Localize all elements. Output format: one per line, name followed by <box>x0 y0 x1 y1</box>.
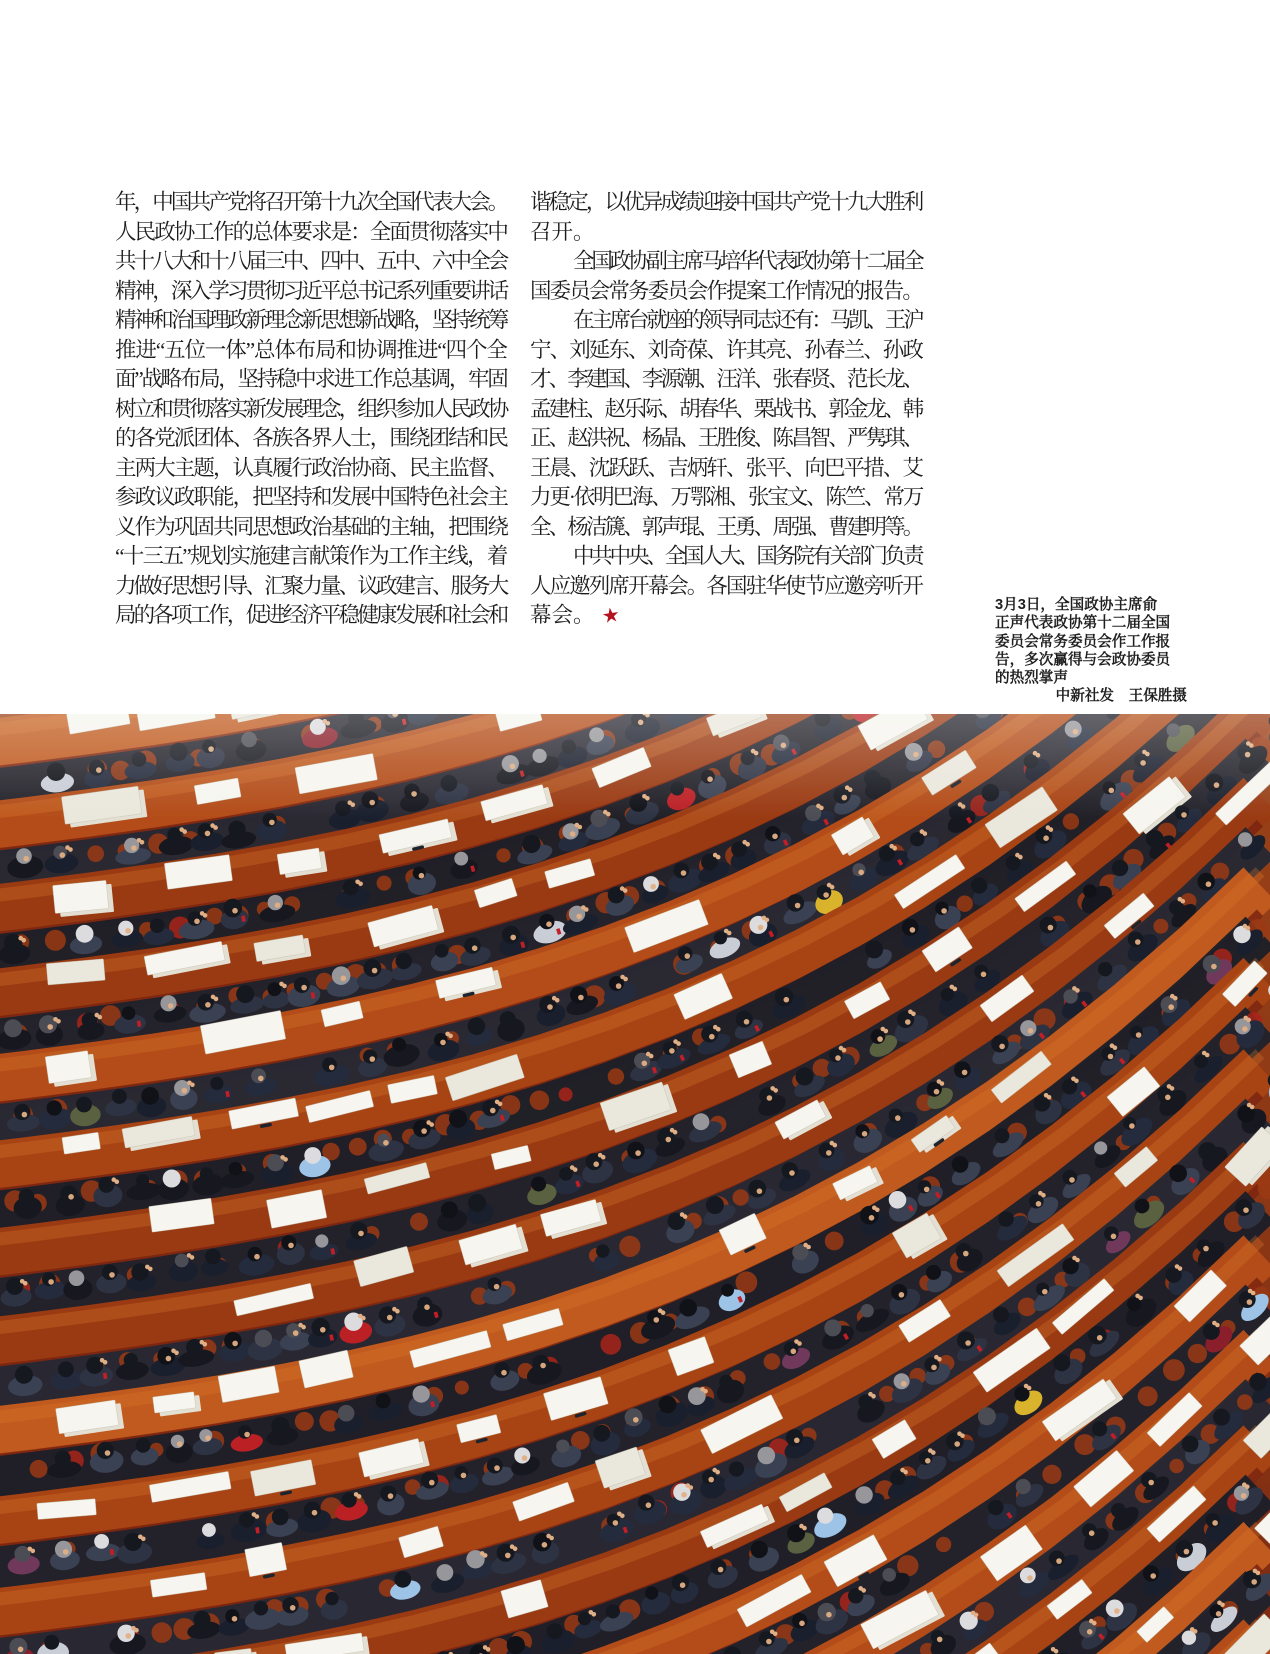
body-line: 面”战略布局，坚持稳中求进工作总基调，牢固 <box>115 367 507 391</box>
body-line: 树立和贯彻落实新发展理念，组织参加人民政协 <box>115 396 507 421</box>
body-line: “十三五”规划实施建言献策作为工作主线，着 <box>115 544 507 568</box>
body-line: 国委员会常务委员会作提案工作情况的报告。 <box>530 278 923 303</box>
body-line: 主两大主题，认真履行政治协商、民主监督、 <box>115 455 508 480</box>
body-line: 才、李建国、李源潮、汪洋、张春贤、范长龙、 <box>530 367 922 391</box>
body-line: 全、杨洁篪、郭声琨、王勇、周强、曹建明等。 <box>530 514 922 539</box>
caption-line: 的热烈掌声 <box>995 670 1068 687</box>
body-line: 年，中国共产党将召开第十九次全国代表大会。 <box>115 190 507 214</box>
body-line: 中共中央、全国人大、国务院有关部门负责 <box>573 544 922 568</box>
body-line: 人应邀列席开幕会。各国驻华使节应邀旁听开 <box>530 573 923 598</box>
body-line-text: 幕会。 <box>530 603 595 627</box>
article-column-left <box>115 188 507 631</box>
end-star-icon: ★ <box>599 603 621 629</box>
body-line: 全国政协副主席马培华代表政协第十二届全 <box>573 249 922 273</box>
article-column-right <box>530 188 922 631</box>
photo-caption <box>995 596 1187 706</box>
photo-credit: 中新社发 王保胜摄 <box>1055 688 1187 705</box>
body-line: 参政议政职能，把坚持和发展中国特色社会主 <box>115 485 508 509</box>
body-line: 的各党派团体、各族各界人士，围绕团结和民 <box>115 426 508 450</box>
body-line: 力更·依明巴海、万鄂湘、张宝文、陈竺、常万 <box>530 485 923 509</box>
body-line: 宁、刘延东、刘奇葆、许其亮、孙春兰、孙政 <box>530 337 923 362</box>
body-line: 人民政协工作的总体要求是：全面贯彻落实中 <box>115 219 508 244</box>
body-line: 孟建柱、赵乐际、胡春华、栗战书、郭金龙、韩 <box>530 396 922 421</box>
caption-line: 3月3日，全国政协主席俞 <box>995 597 1158 613</box>
body-line-last <box>530 601 922 631</box>
body-line: 推进“五位一体”总体布局和协调推进“四个全 <box>115 337 507 362</box>
body-line: 精神，深入学习贯彻习近平总书记系列重要讲话 <box>115 278 507 303</box>
body-line: 共十八大和十八届三中、四中、五中、六中全会 <box>115 249 507 273</box>
caption-line: 委员会常务委员会作工作报 <box>995 633 1171 650</box>
body-line: 谐稳定，以优异成绩迎接中国共产党十九大胜利 <box>530 190 922 214</box>
body-line: 正、赵洪祝、杨晶、王胜俊、陈昌智、严隽琪、 <box>530 426 922 450</box>
assembly-hall-photo <box>0 714 1270 1654</box>
caption-line: 正声代表政协第十二届全国 <box>995 615 1171 632</box>
body-line: 在主席台就座的领导同志还有：马凯、王沪 <box>573 308 922 332</box>
body-line: 召开。 <box>530 219 595 244</box>
body-line: 王晨、沈跃跃、吉炳轩、张平、向巴平措、艾 <box>530 455 923 480</box>
body-line: 精神和治国理政新理念新思想新战略，坚持统筹 <box>115 308 507 332</box>
body-line: 力做好思想引导、汇聚力量、议政建言、服务大 <box>115 573 507 598</box>
photo-illustration <box>0 714 1270 1654</box>
body-line: 局的各项工作，促进经济平稳健康发展和社会和 <box>115 603 507 627</box>
caption-line: 告，多次赢得与会政协委员 <box>995 651 1171 668</box>
body-line: 义作为巩固共同思想政治基础的主轴，把围绕 <box>115 514 508 539</box>
